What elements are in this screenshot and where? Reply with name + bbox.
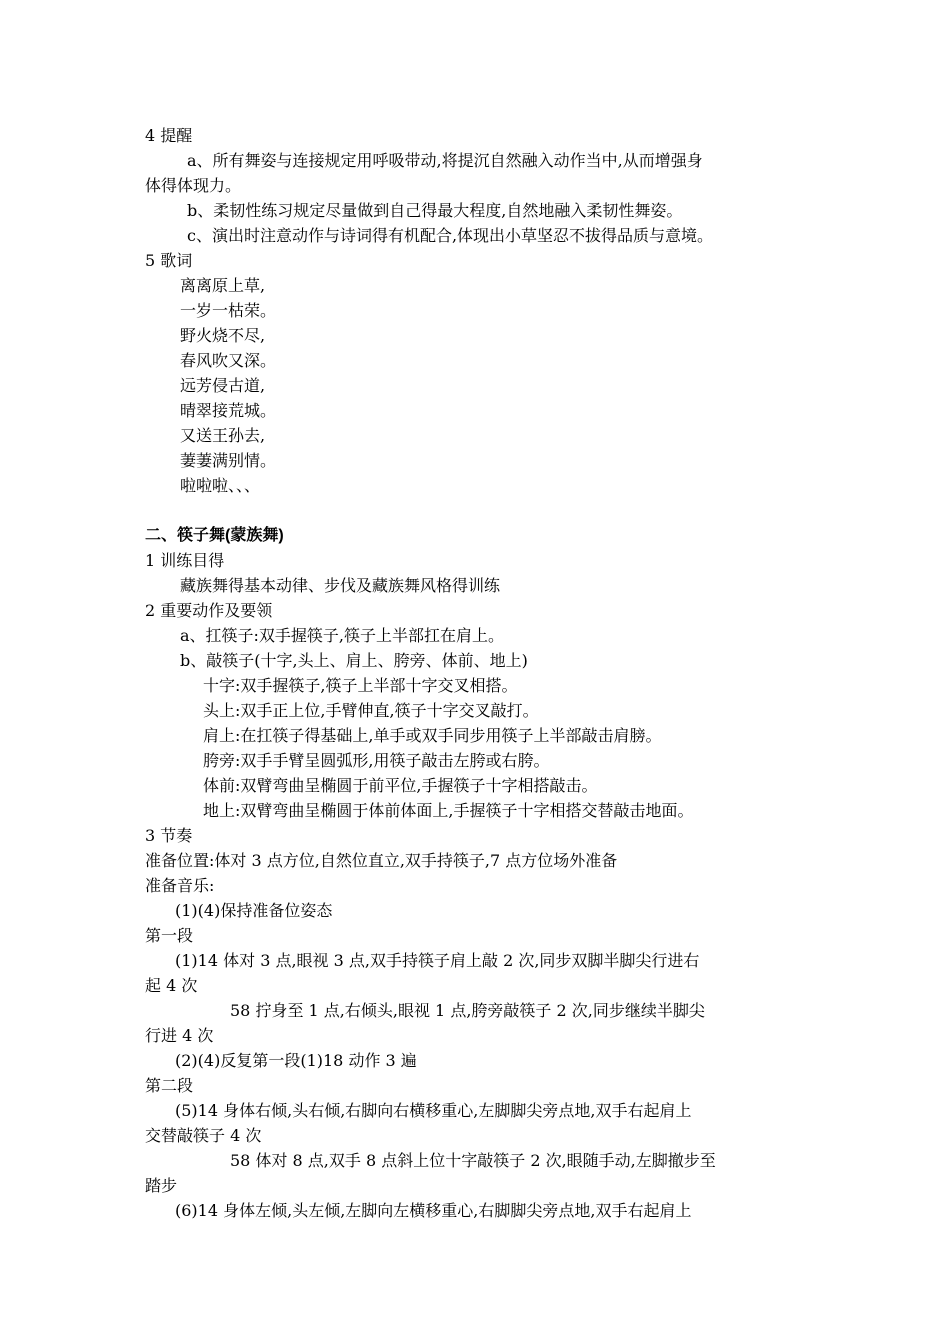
lyric-line: 萋萋满别情。: [180, 451, 277, 470]
text-line: (6)14 身体左倾,头左倾,左脚向左横移重心,右脚脚尖旁点地,双手右起肩上: [175, 1201, 692, 1220]
text-line: 地上:双臂弯曲呈椭圆于体前体面上,手握筷子十字相搭交替敲击地面。: [203, 801, 694, 820]
text-line: 藏族舞得基本动律、步伐及藏族舞风格得训练: [180, 576, 501, 595]
section-1-heading: 1 训练目得: [145, 551, 225, 570]
lyric-line: 离离原上草,: [180, 276, 266, 295]
text-line: 行进 4 次: [145, 1026, 214, 1045]
text-line: 第一段: [145, 926, 194, 945]
lyric-line: 又送王孙去,: [180, 426, 266, 445]
text-line: 胯旁:双手手臂呈圆弧形,用筷子敲击左胯或右胯。: [203, 751, 550, 770]
text-line: a、扛筷子:双手握筷子,筷子上半部扛在肩上。: [180, 626, 505, 645]
text-line: b、敲筷子(十字,头上、肩上、胯旁、体前、地上): [180, 651, 528, 670]
text-line: a、所有舞姿与连接规定用呼吸带动,将提沉自然融入动作当中,从而增强身: [187, 151, 703, 170]
text-line: (5)14 身体右倾,头右倾,右脚向右横移重心,左脚脚尖旁点地,双手右起肩上: [175, 1101, 692, 1120]
section-2-heading: 2 重要动作及要领: [145, 601, 273, 620]
lyric-line: 野火烧不尽,: [180, 326, 266, 345]
lyric-line: 一岁一枯荣。: [180, 301, 277, 320]
text-line: (2)(4)反复第一段(1)18 动作 3 遍: [175, 1051, 417, 1070]
text-line: c、演出时注意动作与诗词得有机配合,体现出小草坚忍不拔得品质与意境。: [187, 226, 714, 245]
text-line: 58 拧身至 1 点,右倾头,眼视 1 点,胯旁敲筷子 2 次,同步继续半脚尖: [230, 1001, 705, 1020]
text-line: 起 4 次: [145, 976, 198, 995]
chapter-heading: 二、筷子舞(蒙族舞): [145, 527, 284, 544]
text-line: 肩上:在扛筷子得基础上,单手或双手同步用筷子上半部敲击肩膀。: [203, 726, 662, 745]
text-line: 头上:双手正上位,手臂伸直,筷子十字交叉敲打。: [203, 701, 539, 720]
text-line: 第二段: [145, 1076, 194, 1095]
text-line: (1)(4)保持准备位姿态: [175, 901, 333, 920]
text-line: b、柔韧性练习规定尽量做到自己得最大程度,自然地融入柔韧性舞姿。: [187, 201, 683, 220]
text-line: 交替敲筷子 4 次: [145, 1126, 262, 1145]
text-line: 体得体现力。: [145, 176, 242, 195]
text-line: 准备位置:体对 3 点方位,自然位直立,双手持筷子,7 点方位场外准备: [145, 851, 618, 870]
text-line: (1)14 体对 3 点,眼视 3 点,双手持筷子肩上敲 2 次,同步双脚半脚尖行进右: [175, 951, 700, 970]
section-3-heading: 3 节奏: [145, 826, 193, 845]
section-4-heading: 4 提醒: [145, 126, 193, 145]
text-line: 踏步: [145, 1176, 178, 1195]
lyric-line: 啦啦啦、、、: [180, 476, 261, 495]
lyric-line: 晴翠接荒城。: [180, 401, 277, 420]
text-line: 十字:双手握筷子,筷子上半部十字交叉相搭。: [203, 676, 518, 695]
lyric-line: 远芳侵古道,: [180, 376, 266, 395]
section-5-heading: 5 歌词: [145, 251, 193, 270]
text-line: 58 体对 8 点,双手 8 点斜上位十字敲筷子 2 次,眼随手动,左脚撤步至: [230, 1151, 716, 1170]
lyric-line: 春风吹又深。: [180, 351, 277, 370]
text-line: 体前:双臂弯曲呈椭圆于前平位,手握筷子十字相搭敲击。: [203, 776, 598, 795]
text-line: 准备音乐:: [145, 876, 215, 895]
